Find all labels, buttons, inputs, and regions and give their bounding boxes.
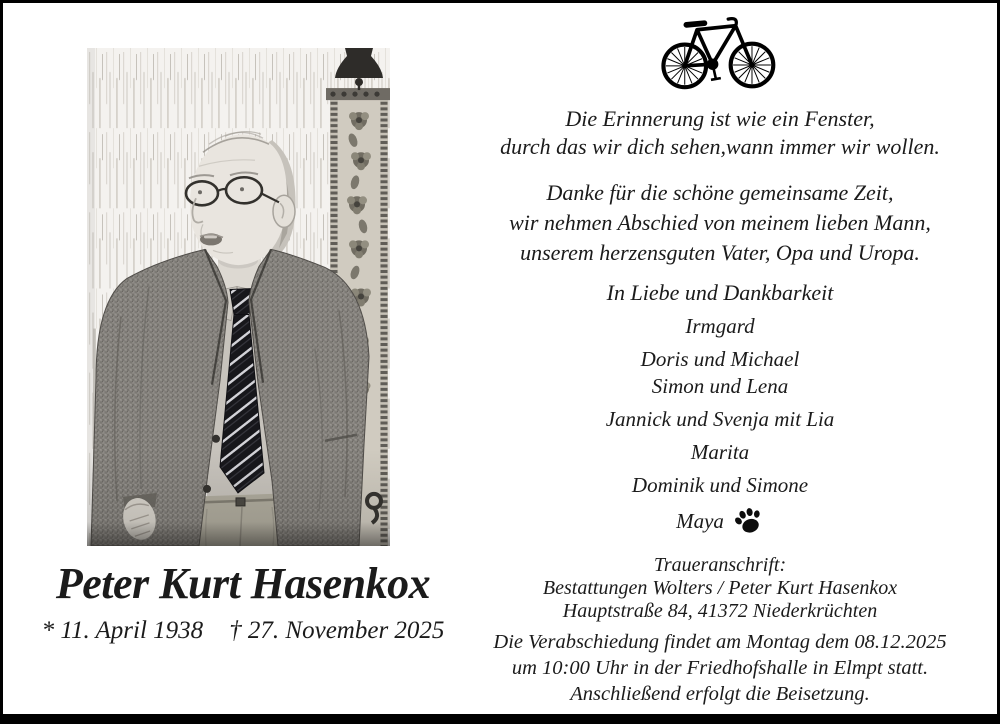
mourning-address-label: Traueranschrift: (653, 554, 787, 576)
farewell-line: unserem herzensguten Vater, Opa und Uropa. (520, 240, 920, 265)
service-line: um 10:00 Uhr in der Friedhofshalle in Elmpt statt. (511, 657, 929, 679)
mourner-name: Marita (690, 440, 750, 464)
deceased-name: Peter Kurt Hasenkox (55, 559, 431, 608)
service-line: Anschließend erfolgt die Beisetzung. (570, 683, 870, 705)
memorial-verse (455, 105, 985, 161)
deceased-caption (23, 559, 463, 645)
life-dates (23, 617, 463, 645)
farewell-text (455, 178, 985, 268)
mourner-name: Dominik und Simone (631, 473, 809, 497)
bicycle-icon (455, 15, 985, 97)
verse-line: Die Erinnerung ist wie ein Fenster, (565, 106, 875, 131)
farewell-line: wir nehmen Abschied von meinem lieben Mann, (509, 210, 931, 235)
service-information-block (455, 629, 985, 707)
portrait-photo-art (87, 48, 390, 546)
death-date: † 27. November 2025 (229, 616, 445, 644)
photo-bottom-shadow (87, 449, 390, 546)
mourner-name: Jannick und Svenja mit Lia (605, 407, 835, 431)
mourning-address-line: Bestattungen Wolters / Peter Kurt Hasenkox (542, 577, 898, 599)
mourning-address-line: Hauptstraße 84, 41372 Niederkrüchten (562, 600, 878, 622)
closing-line: In Liebe und Dankbarkeit (606, 280, 834, 305)
mourner-name: Maya (676, 509, 724, 533)
mourner-name: Doris und Michael (640, 347, 800, 371)
mourner-name-with-paw (455, 506, 985, 536)
birth-date: * 11. April 1938 (41, 616, 204, 644)
mourner-name: Irmgard (685, 314, 755, 338)
mourning-address-block (455, 554, 985, 623)
memorial-text-column (455, 15, 985, 707)
portrait-photo (87, 48, 390, 546)
mourner-name: Simon und Lena (651, 374, 789, 398)
verse-line: durch das wir dich sehen,wann immer wir wollen. (500, 134, 940, 159)
service-line: Die Verabschiedung findet am Montag dem 08.12.2025 (493, 631, 947, 653)
farewell-line: Danke für die schöne gemeinsame Zeit, (546, 180, 894, 205)
paw-print-icon (734, 506, 764, 536)
